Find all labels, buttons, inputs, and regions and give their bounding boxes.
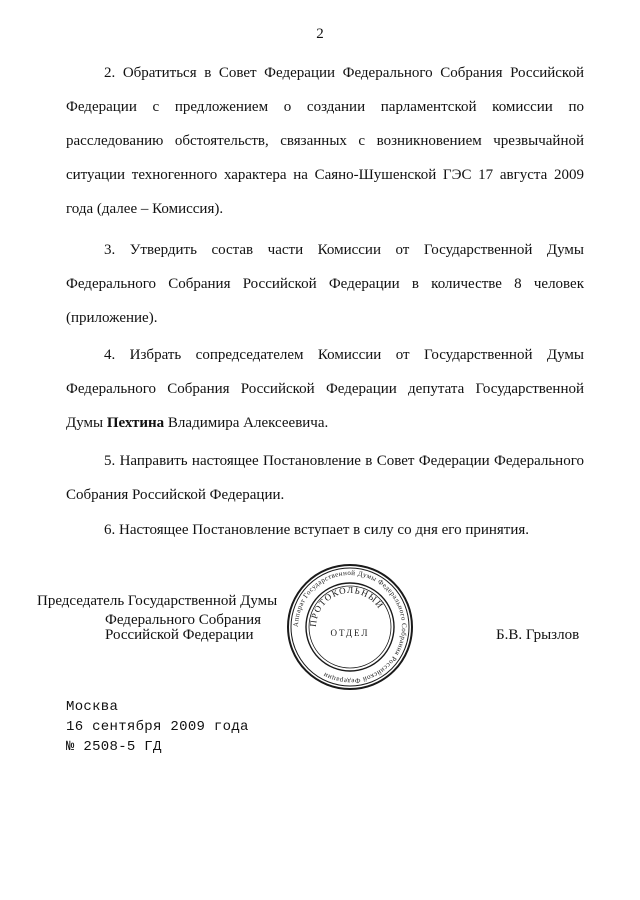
footer-city: Москва <box>66 699 119 715</box>
signatory-name: Б.В. Грызлов <box>496 627 580 643</box>
page-number: 2 <box>316 26 324 42</box>
paragraph-6: 6. Настоящее Постановление вступает в силу со дня его принятия. <box>104 522 530 538</box>
official-stamp <box>286 563 414 691</box>
paragraph-4-text-start: 4. Избрать сопредседателем Комиссии от Государственной Думы Федерального Собрания Российской Федерации депутата Государственной Думы <box>66 347 584 431</box>
paragraph-4 <box>66 338 584 440</box>
footer-date: 16 сентября 2009 года <box>66 719 249 735</box>
svg-text:ПРОТОКОЛЬНЫЙ <box>308 585 386 627</box>
paragraph-4-text-end: Владимира Алексеевича. <box>164 415 329 431</box>
signatory-title-line-3: Российской Федерации <box>105 627 254 643</box>
deputy-surname: Пехтина <box>106 415 165 431</box>
paragraph-5: 5. Направить настоящее Постановление в Совет Федерации Федерального Собрания Российской Федерации. <box>66 453 584 503</box>
stamp-outer-text: Аппарат Государственной Думы Федерального Собрания Российской Федерации <box>291 568 409 686</box>
stamp-inner-text: ПРОТОКОЛЬНЫЙ <box>307 584 386 628</box>
paragraph-3: 3. Утвердить состав части Комиссии от Государственной Думы Федерального Собрания Российской Федерации в количестве 8 человек (приложение). <box>66 242 584 326</box>
stamp-center-text: ОТДЕЛ <box>330 628 370 638</box>
footer-number: № 2508-5 ГД <box>66 739 162 755</box>
signatory-title-line-2: Федерального Собрания <box>105 612 262 628</box>
paragraph-2: 2. Обратиться в Совет Федерации Федерального Собрания Российской Федерации с предложением о создании парламентской комиссии по расследованию обстоятельств, связанных с возникновением чрезвычайной ситуации техногенного характера на Саяно-Шушенской ГЭС 17 августа 2009 года (далее – Комиссия). <box>66 65 584 217</box>
signatory-title-line-1: Председатель Государственной Думы <box>37 593 278 609</box>
